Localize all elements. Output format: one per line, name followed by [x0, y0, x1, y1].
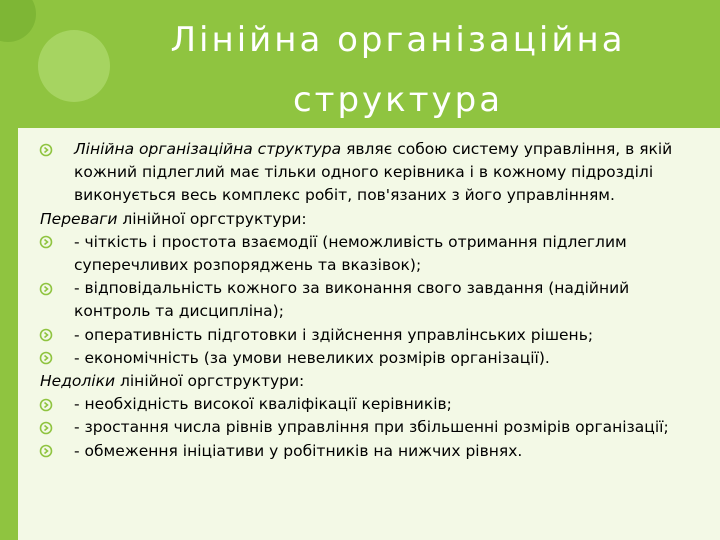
circle-arrow-icon [36, 347, 56, 370]
list-item [40, 440, 690, 463]
list-item [40, 324, 690, 347]
list-item [40, 277, 690, 323]
definition-term: Лінійна організаційна структура [74, 140, 342, 158]
slide-title [118, 10, 678, 130]
advantages-suffix: лінійної оргструктури: [117, 209, 307, 228]
list-item [40, 138, 690, 208]
list-item [40, 231, 690, 277]
disadvantages-suffix: лінійної оргструктури: [115, 372, 305, 391]
circle-arrow-icon [36, 138, 56, 161]
circle-arrow-icon [36, 324, 56, 347]
advantage-text: - економічність (за умови невеликих розмірів організації). [74, 348, 550, 367]
advantage-text: - оперативність підготовки і здійснення управлінських рішень; [74, 325, 594, 344]
advantages-heading [40, 208, 690, 231]
left-accent-band [0, 128, 18, 540]
disadvantages-heading [40, 370, 690, 393]
circle-arrow-icon [36, 393, 56, 416]
advantages-prefix: Переваги [40, 209, 118, 228]
list-item [40, 416, 690, 439]
disadvantages-prefix: Недоліки [40, 372, 116, 391]
decorative-circle-large [38, 30, 110, 102]
disadvantage-text: - зростання числа рівнів управління при збільшенні розмірів організації; [74, 418, 669, 437]
circle-arrow-icon [36, 416, 56, 439]
advantage-text: - відповідальність кожного за виконання свого завдання (надійний контроль та дисципліна); [74, 279, 630, 321]
list-item [40, 393, 690, 416]
disadvantage-text: - обмеження ініціативи у робітників на нижчих рівнях. [74, 441, 523, 460]
circle-arrow-icon [36, 440, 56, 463]
disadvantage-text: - необхідність високої кваліфікації керівників; [74, 395, 452, 414]
slide-title-line-1: Лінійна організаційна [170, 20, 626, 60]
slide-title-line-2: структура [292, 80, 504, 120]
circle-arrow-icon [36, 277, 56, 300]
definition-text: являє собою систему управління, в якій кожний підлеглий має тільки одного керівника і в кожному підрозділі виконується весь комплекс робіт, пов'язаних з його управлінням. [74, 140, 673, 205]
circle-arrow-icon [36, 231, 56, 254]
list-item [40, 347, 690, 370]
slide-content [40, 138, 690, 463]
advantage-text: - чіткість і простота взаємодії (неможливість отримання підлеглим суперечливих розпоряджень та вказівок); [74, 232, 627, 275]
